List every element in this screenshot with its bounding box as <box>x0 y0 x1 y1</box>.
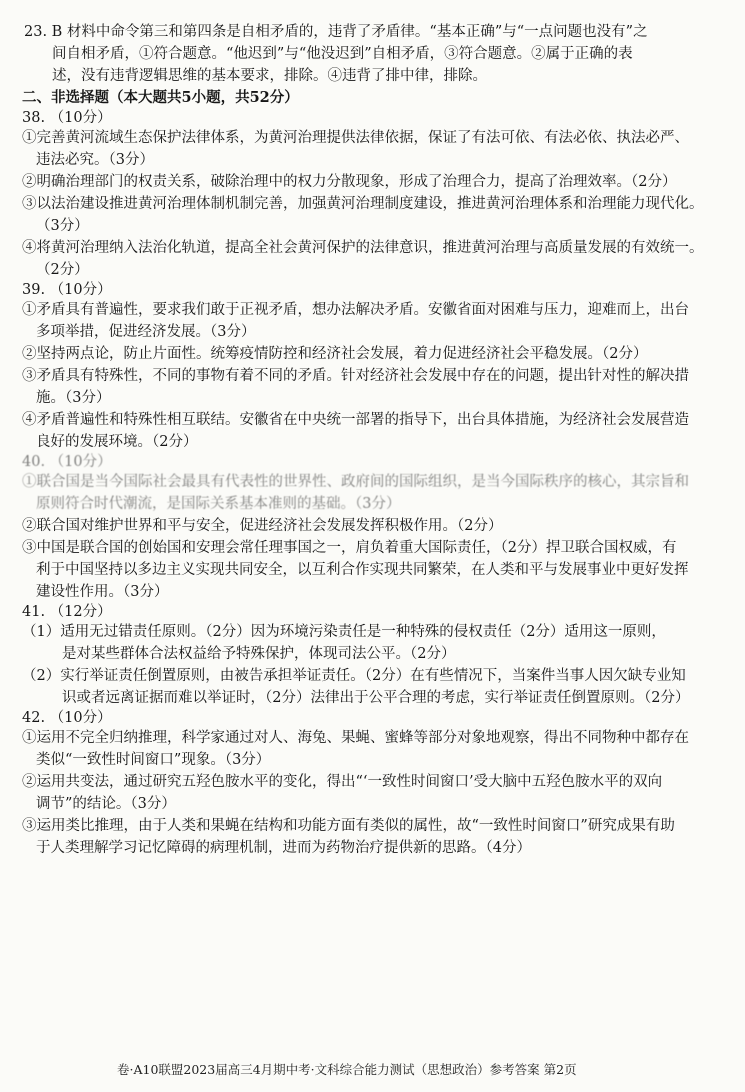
answer-line: ②明确治理部门的权责关系，破除治理中的权力分散现象，形成了治理合力，提高了治理效率。（2分） <box>22 174 677 190</box>
answer-line: 调节”的结论。（3分） <box>36 796 176 812</box>
answer-line: 38. （10分） <box>22 110 112 126</box>
answer-line: ②坚持两点论，防止片面性。统筹疫情防控和经济社会发展，着力促进经济社会平稳发展。（2分） <box>22 346 648 362</box>
answer-line: 42. （10分） <box>22 710 112 726</box>
answer-line: 利于中国坚持以多边主义实现共同安全，以互利合作实现共同繁荣，在人类和平与发展事业中更好发挥 <box>36 562 689 578</box>
answer-line: ③中国是联合国的创始国和安理会常任理事国之一，肩负着重大国际责任，（2分）捍卫联合国权威，有 <box>22 540 677 556</box>
answer-line: 施。（3分） <box>36 390 111 406</box>
answer-line: 间自相矛盾，①符合题意。“他迟到”与“他没迟到”自相矛盾，③符合题意。②属于正确的表 <box>52 46 633 62</box>
answer-line: （1）适用无过错责任原则。（2分）因为环境污染责任是一种特殊的侵权责任（2分）适用这一原则， <box>22 624 666 640</box>
answer-line: ④将黄河治理纳入法治化轨道，提高全社会黄河保护的法律意识，推进黄河治理与高质量发展的有效统一。 <box>22 240 704 256</box>
answer-line: ③运用类比推理，由于人类和果蝇在结构和功能方面有类似的属性，故“一致性时间窗口”研究成果有助 <box>22 818 675 834</box>
answer-line: 41. （12分） <box>22 604 112 620</box>
answer-line: ③矛盾具有特殊性，不同的事物有着不同的矛盾。针对经济社会发展中存在的问题，提出针对性的解决措 <box>22 368 689 384</box>
answer-line: 识或者远离证据而难以举证时，（2分）法律出于公平合理的考虑，实行举证责任倒置原则。（2分） <box>62 690 690 706</box>
answer-line: ②运用共变法，通过研究五羟色胺水平的变化，得出“‘一致性时间窗口’受大脑中五羟色胺水平的双向 <box>22 774 663 790</box>
answer-line: 39. （10分） <box>22 282 112 298</box>
answer-line: 良好的发展环境。（2分） <box>36 434 198 450</box>
answer-line: 多项举措，促进经济发展。（3分） <box>36 324 256 340</box>
answer-line: ①运用不完全归纳推理，科学家通过对人、海兔、果蝇、蜜蜂等部分对象地观察，得出不同物种中都存在 <box>22 730 689 746</box>
answer-line: 于人类理解学习记忆障碍的病理机制，进而为药物治疗提供新的思路。（4分） <box>36 840 531 856</box>
answer-line: ④矛盾普遍性和特殊性相互联结。安徽省在中央统一部署的指导下，出台具体措施，为经济社会发展营造 <box>22 412 689 428</box>
answer-line: 建设性作用。（3分） <box>36 584 169 600</box>
answer-line: 类似“一致性时间窗口”现象。（3分） <box>36 752 271 768</box>
answer-line: 述，没有违背逻辑思维的基本要求，排除。④违背了排中律，排除。 <box>52 68 487 84</box>
answer-line: 原则符合时代潮流，是国际关系基本准则的基础。（3分） <box>36 496 401 512</box>
answer-line: 违法必究。（3分） <box>36 152 154 168</box>
answer-line: ③以法治建设推进黄河治理体制机制完善，加强黄河治理制度建设，推进黄河治理体系和治理能力现代化。 <box>22 196 704 212</box>
answer-line: （2）实行举证责任倒置原则，由被告承担举证责任。（2分）在有些情况下，当案件当事人因欠缺专业知 <box>22 668 686 684</box>
answer-line: （3分） <box>36 218 89 234</box>
answer-line: ①联合国是当今国际社会最具有代表性的世界性、政府间的国际组织，是当今国际秩序的核心，其宗旨和 <box>22 474 689 490</box>
answer-line: 23. B 材料中命令第三和第四条是自相矛盾的，违背了矛盾律。“基本正确”与“一点问题也没有”之 <box>24 24 648 40</box>
answer-line: ①完善黄河流域生态保护法律体系，为黄河治理提供法律依据，保证了有法可依、有法必依、执法必严、 <box>22 130 689 146</box>
page-footer: 卷·A10联盟2023届高三4月期中考·文科综合能力测试（思想政治）参考答案 第2页 <box>117 1062 577 1077</box>
answer-line: ①矛盾具有普遍性，要求我们敢于正视矛盾，想办法解决矛盾。安徽省面对困难与压力，迎难而上，出台 <box>22 302 689 318</box>
answer-line: 是对某些群体合法权益给予特殊保护，体现司法公平。（2分） <box>62 646 456 662</box>
answer-line: 40. （10分） <box>22 454 112 470</box>
answer-line: ②联合国对维护世界和平与安全，促进经济社会发展发挥积极作用。（2分） <box>22 518 503 534</box>
section-heading: 二、非选择题（本大题共5小题，共52分） <box>22 89 299 106</box>
answer-line: （2分） <box>36 262 89 278</box>
